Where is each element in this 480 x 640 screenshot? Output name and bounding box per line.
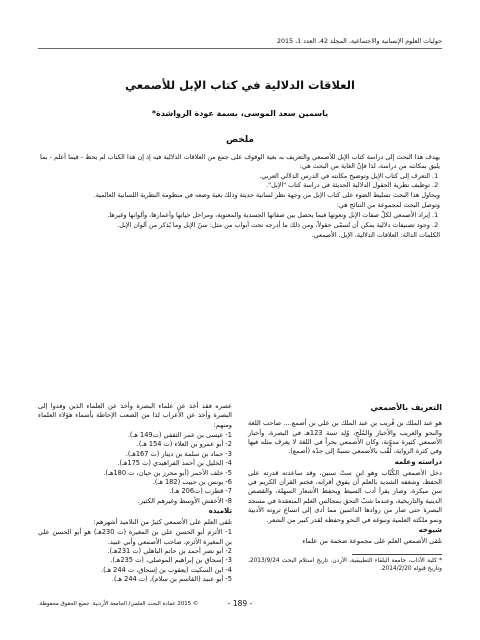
abstract-heading: ملخص	[225, 135, 254, 145]
subsection-heading: تلاميذه	[208, 506, 232, 515]
list-item: 1- الأثرم أبو الحسن علي بن المغيرة (ت 230هـ) هو أبو الحسن علي بن المغيرة الأثرم، صاحب الأصمعي وأبي عبيد.	[38, 528, 232, 546]
list-item: 3- حماد بن سلمة بن دينار (ت 167هـ).	[125, 449, 232, 458]
body-paragraph: تلقى الأصمعي العلم على مجموعة ضخمة من علماء	[302, 536, 442, 545]
abstract-paragraph: ويحاول هذا البحث تسليط الضوء على كتاب الإبل من وجهة نظر لسانية حديثة وذلك بغية وضعه في منظومة النظرية اللسانية العالمية.	[93, 191, 440, 200]
abstract-result: 1. إيراد الأصمعي لكلّ صفات الإبل ونعوتها فيما يحصل بين صفاتها الجسدية والمعنوية، ومراحل حياتها وأعمارها، وألوانها وغيرها.	[40, 211, 430, 220]
list-item: 2- أبو نصر أحمد بن حاتم الباهلي (ت 231هـ).	[107, 546, 232, 555]
list-item: 3- إسحاق بن إبراهيم الموصلي، (ت 235هـ).	[110, 556, 232, 565]
body-paragraph: هو عبد الملك بن قُريب بن عبد الملك بن علي بن أصمع.... صاحب اللغة والنحو والغريب والأخبار والمُلَح، وُلِد سنة 123هـ في البصرة، وأخبار الأصمعي كثيرة مدوّنة، وكان الأصمعي بحراً في اللغة لا يعرف مثله فيها وفي كثرة الرواية، لُقّب بالأصمعي نسبةً إلى جدّه (أصمع).	[248, 419, 442, 456]
abstract-keywords: الكلمات الدالة: العلاقات الدلالية، الإبل، الأصمعي.	[311, 230, 440, 239]
students-list	[38, 528, 232, 584]
section-heading: التعريف بالأصمعي	[370, 403, 442, 412]
article-authors: ياسمين سعد الموسى، بسمة عودة الرواشدة*	[151, 109, 329, 118]
body-paragraph: عصره فقد أخذ عن علماء البصرة وأخذ عن العلماء الذين وفدوا إلى البصرة وأخذ عن الأعراب لذا من الصعب الإحاطة بأسماء هؤلاء العلماء ومنهم:	[38, 402, 232, 429]
body-paragraph: تلقى العلم على الأصمعي كثيرٌ من التلاميذ أشهرهم:	[93, 517, 232, 526]
list-item: 5- أبو عبيد (القاسم بن سلام)، (ت 244 هـ).	[111, 575, 232, 584]
abstract-intro: يهدف هذا البحث إلى دراسة كتاب الإبل للأصمعي والتعريف به بغية الوقوف على جمع من العلاقات الدلالية فيه إذ إن هذا الكتاب لم يحظ - فيما أعلم - بما يليق بمكانته من دراسة، لذا فإنّ الغاية من البحث هي:	[40, 153, 440, 170]
left-column	[38, 402, 232, 584]
list-item: 4- ابن السكيت (يعقوب بن إسحاق، ت 244 هـ).	[100, 565, 232, 574]
body-paragraph: دخل الأصمعي الكُتّاب وهو ابن ستّ سنين، وقد ساعدته قدرته على الحفظ، وشغفه الشديد بالعلم أن يفوق أقرانه، فختم القرآن الكريم في سن مبكرة، وصار يقرأ أدب السيط ويحفظ الأشعار السهلة، والقصص الدينية والتاريخية، وعندما شبّ التحق بمجالس العلم المنعقدة في مسجد البصرة حتى صار من روادها الدائمين مما أدى إلى اتساع ثروته الأدبية ونمو ملكته العلمية ونبوغه في النحو وحفظه لقدر كبير من الشعر.	[248, 468, 442, 524]
list-item: 4- الخليل بن أحمد الفراهيدي (ت 175هـ).	[117, 459, 232, 468]
abstract-block	[40, 153, 440, 240]
subsection-heading: شيوخه	[418, 525, 442, 534]
right-column	[248, 402, 442, 574]
teachers-list	[38, 431, 232, 506]
abstract-paragraph: وتوصل البحث لمجموعة من النتائج هي:	[336, 201, 440, 210]
abstract-goal: 1. التعرف إلى كتاب الإبل وتوضيح مكانته في الدرس الدلالي العربي.	[40, 172, 430, 181]
copyright-notice: © 2015 عمادة البحث العلمي/ الجامعة الأردنية. جميع الحقوق محفوظة.	[38, 601, 199, 607]
running-header: حوليات العلوم الإنسانية والاجتماعية، المجلّد 42، العدد 1، 2015	[38, 38, 442, 49]
footnote: * كلية الآداب، جامعة البلقاء التطبيقية، الأردن. تاريخ استلام البحث 2013/9/24، وتاريخ قبوله 2014/2/20.	[248, 558, 442, 572]
abstract-results-list	[40, 211, 440, 230]
list-item: 5- خلف الأحمر (أبو محرز بن حيان، ت 180هـ).	[103, 468, 232, 477]
subsection-heading: دراسته وعلمه	[394, 457, 442, 466]
list-item: 8- الأخفش الأوسط وغيرهم الكثير.	[137, 496, 232, 505]
list-item: 6- يونس بن حبيب (182 هـ).	[152, 477, 232, 486]
article-title: العلاقات الدلالية في كتاب الإبل للأصمعي	[125, 78, 355, 92]
footnote-divider	[352, 554, 442, 555]
abstract-result: 2. وجود تصنيفات دلالية يمكن أن تُسمّى حقولاً، ومن ذلك ما أدرجه تحت أبواب من مثل: سنّ الإبل وما يُذكر من ألوان الإبل.	[40, 221, 430, 230]
list-item: 2- أبو عمرو بن العلاء (ت 154 هـ).	[136, 440, 232, 449]
list-item: 7- قطرب (ت206 هـ).	[169, 487, 232, 496]
abstract-goal: 2. توظيف نظرية الحقول الدلالية الحديثة في دراسة كتاب "الإبل".	[40, 181, 430, 190]
list-item: 1- عيسى بن عمر الثقفي (ت149 هـ).	[127, 431, 232, 440]
abstract-goals-list	[40, 172, 440, 191]
page-number: - 189 -	[227, 599, 253, 608]
